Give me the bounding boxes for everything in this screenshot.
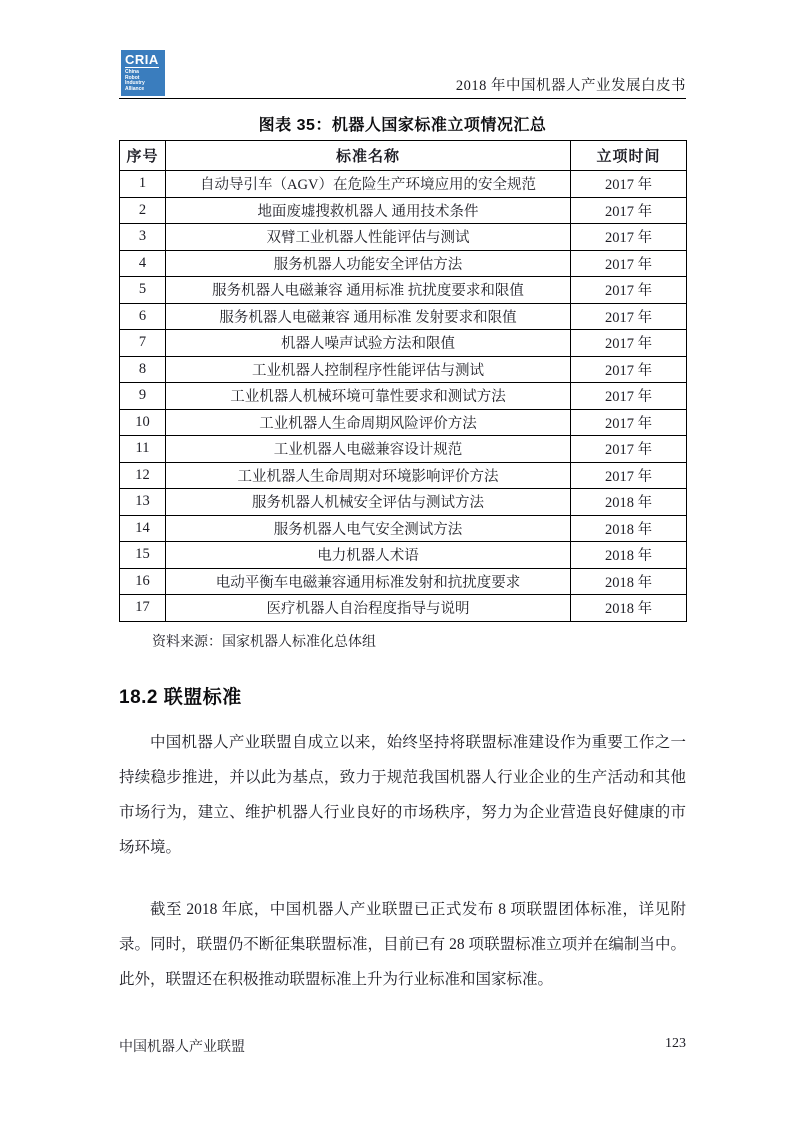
header-rule [119,98,686,99]
approval-year-cell: 2017 年 [571,250,687,277]
table-row [120,171,687,198]
approval-year-cell: 2017 年 [571,383,687,410]
section-heading-18-2: 18.2 联盟标准 [119,686,242,708]
row-number-cell: 15 [120,542,166,569]
cria-logo-acronym: CRIA [125,52,159,67]
row-number-cell: 17 [120,595,166,622]
table-row [120,224,687,251]
table-row [120,197,687,224]
row-number-cell: 4 [120,250,166,277]
table-row [120,303,687,330]
source-note: 资料来源：国家机器人标准化总体组 [152,634,376,650]
approval-year-cell: 2017 年 [571,330,687,357]
approval-year-cell: 2017 年 [571,277,687,304]
table-caption: 图表 35：机器人国家标准立项情况汇总 [258,117,547,134]
content-column [119,112,686,997]
body-paragraph: 中国机器人产业联盟自成立以来，始终坚持将联盟标准建设作为重要工作之一持续稳步推进，并以此为基点，致力于规范我国机器人行业企业的生产活动和其他市场行为，建立、维护机器人行业良好的市场秩序，努力为企业营造良好健康的市场环境。 [119,733,686,856]
approval-year-cell: 2017 年 [571,171,687,198]
cria-logo-subline: Alliance [125,85,145,92]
row-number-cell: 14 [120,515,166,542]
standard-name-cell: 服务机器人电磁兼容 通用标准 抗扰度要求和限值 [166,277,571,304]
row-number-cell: 8 [120,356,166,383]
row-number-cell: 12 [120,462,166,489]
standard-name-cell: 工业机器人生命周期对环境影响评价方法 [166,462,571,489]
table-row [120,409,687,436]
standard-name-cell: 地面废墟搜救机器人 通用技术条件 [166,197,571,224]
row-number-cell: 7 [120,330,166,357]
row-number-cell: 2 [120,197,166,224]
standard-name-cell: 服务机器人电磁兼容 通用标准 发射要求和限值 [166,303,571,330]
approval-year-cell: 2017 年 [571,356,687,383]
table-row [120,383,687,410]
column-header-index: 序号 [120,141,166,171]
table-row [120,462,687,489]
table-row [120,250,687,277]
standard-name-cell: 机器人噪声试验方法和限值 [166,330,571,357]
table-row [120,595,687,622]
approval-year-cell: 2018 年 [571,515,687,542]
row-number-cell: 3 [120,224,166,251]
standard-name-cell: 自动导引车（AGV）在危险生产环境应用的安全规范 [166,171,571,198]
table-row [120,330,687,357]
standard-name-cell: 工业机器人生命周期风险评价方法 [166,409,571,436]
table-row [120,277,687,304]
standard-name-cell: 电力机器人术语 [166,542,571,569]
table-row [120,436,687,463]
standard-name-cell: 电动平衡车电磁兼容通用标准发射和抗扰度要求 [166,568,571,595]
table-row [120,489,687,516]
standard-name-cell: 医疗机器人自治程度指导与说明 [166,595,571,622]
column-header-standard-name: 标准名称 [166,141,571,171]
table-body [120,171,687,622]
row-number-cell: 5 [120,277,166,304]
standard-name-cell: 工业机器人机械环境可靠性要求和测试方法 [166,383,571,410]
table-row [120,356,687,383]
standard-name-cell: 服务机器人电气安全测试方法 [166,515,571,542]
column-header-approval-time: 立项时间 [571,141,687,171]
approval-year-cell: 2017 年 [571,197,687,224]
cria-logo-subline: Robot [125,74,140,81]
approval-year-cell: 2017 年 [571,409,687,436]
table-row [120,542,687,569]
approval-year-cell: 2018 年 [571,595,687,622]
body-paragraph: 截至 2018 年底，中国机器人产业联盟已正式发布 8 项联盟团体标准，详见附录。同时，联盟仍不断征集联盟标准，目前已有 28 项联盟标准立项并在编制当中。此外，联盟还在积极推动联盟标准上升为行业标准和国家标准。 [119,900,686,988]
approval-year-cell: 2018 年 [571,489,687,516]
standard-name-cell: 双臂工业机器人性能评估与测试 [166,224,571,251]
footer-page-number: 123 [665,1036,686,1051]
table-header-row [120,141,687,171]
row-number-cell: 16 [120,568,166,595]
approval-year-cell: 2017 年 [571,436,687,463]
row-number-cell: 9 [120,383,166,410]
approval-year-cell: 2017 年 [571,303,687,330]
table-row [120,568,687,595]
approval-year-cell: 2018 年 [571,568,687,595]
approval-year-cell: 2017 年 [571,462,687,489]
national-standards-table [119,140,687,622]
standard-name-cell: 服务机器人机械安全评估与测试方法 [166,489,571,516]
row-number-cell: 6 [120,303,166,330]
standard-name-cell: 服务机器人功能安全评估方法 [166,250,571,277]
row-number-cell: 13 [120,489,166,516]
approval-year-cell: 2018 年 [571,542,687,569]
row-number-cell: 1 [120,171,166,198]
row-number-cell: 10 [120,409,166,436]
row-number-cell: 11 [120,436,166,463]
cria-logo [121,50,165,96]
approval-year-cell: 2017 年 [571,224,687,251]
cria-logo-subline: China [125,69,139,75]
document-header-title: 2018 年中国机器人产业发展白皮书 [455,78,686,94]
table-row [120,515,687,542]
cria-logo-subline: Industry [125,80,145,86]
standard-name-cell: 工业机器人控制程序性能评估与测试 [166,356,571,383]
standard-name-cell: 工业机器人电磁兼容设计规范 [166,436,571,463]
footer-organization: 中国机器人产业联盟 [119,1040,245,1055]
